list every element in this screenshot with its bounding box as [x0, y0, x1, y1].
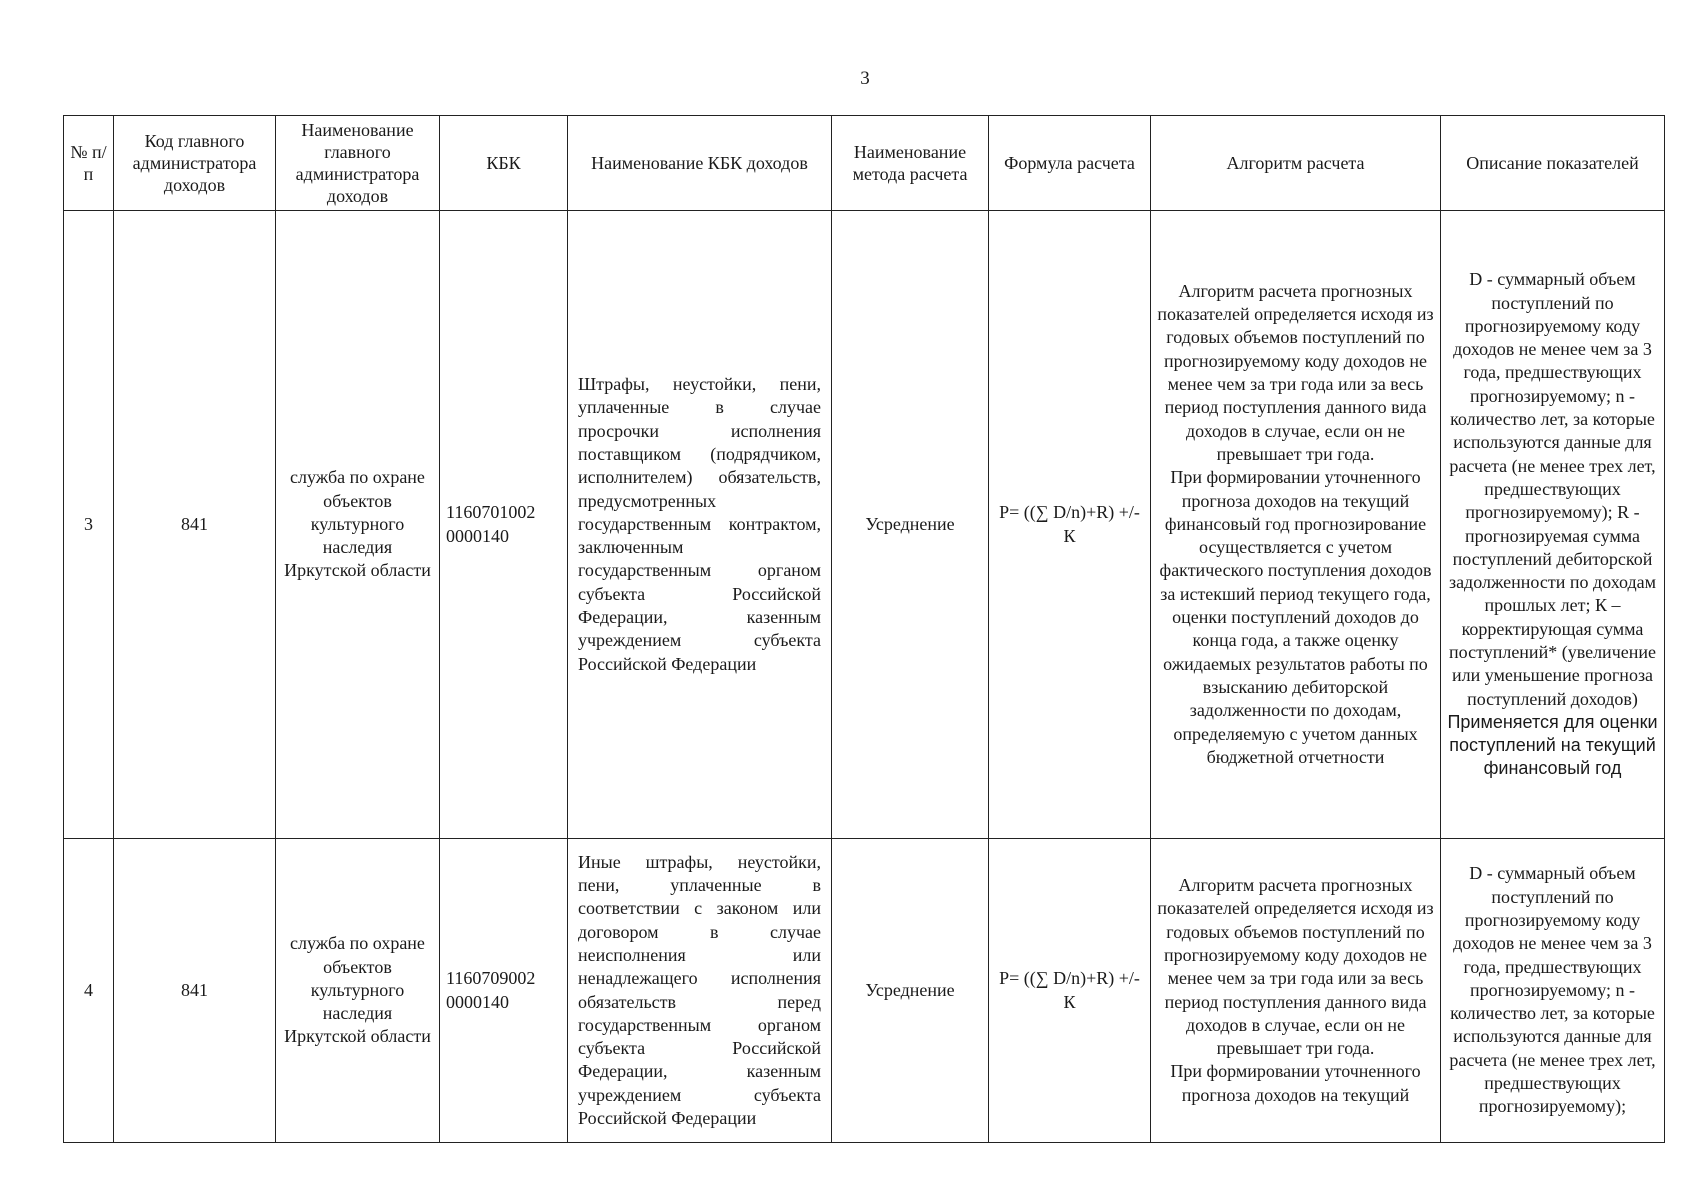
header-admin-code: Код главного администратора доходов — [114, 116, 276, 211]
row-admin-code: 841 — [114, 839, 276, 1143]
header-row — [64, 116, 1665, 211]
header-kbk-name: Наименование КБК доходов — [568, 116, 832, 211]
row-description — [1441, 211, 1665, 839]
row-admin-name: служба по охране объектов культурного наследия Иркутской области — [276, 211, 440, 839]
kbk-line-2: 0000140 — [446, 525, 509, 546]
row-num: 3 — [64, 211, 114, 839]
description-main: D - суммарный объем поступлений по прогнозируемому коду доходов не менее чем за 3 года, предшествующих прогнозируемому; n - количество лет, за которые используются данные для расчета (не менее трех лет, предшествующих прогнозируемому); — [1449, 863, 1656, 1117]
row-algorithm — [1151, 839, 1441, 1143]
header-formula: Формула расчета — [989, 116, 1151, 211]
row-admin-name: служба по охране объектов культурного наследия Иркутской области — [276, 839, 440, 1143]
row-kbk-name: Иные штрафы, неустойки, пени, уплаченные в соответствии с законом или договором в случае неисполнения или ненадлежащего исполнения обязательств перед государственным органом субъекта Российской Федерации, казенным учреждением субъекта Российской Федерации — [568, 839, 832, 1143]
header-method: Наименование метода расчета — [832, 116, 989, 211]
table-row — [64, 839, 1665, 1143]
header-algorithm: Алгоритм расчета — [1151, 116, 1441, 211]
kbk-line-1: 1160701002 — [446, 502, 536, 523]
algorithm-paragraph-2: При формировании уточненного прогноза доходов на текущий финансовый год прогнозирование осуществляется с учетом фактического поступления доходов за истекший период текущего года, оценки поступлений доходов до конца года, а также оценку ожидаемых результатов работы по взысканию дебиторской задолженности по доходам, определяемую с учетом данных бюджетной отчетности — [1159, 467, 1432, 767]
row-method: Усреднение — [832, 839, 989, 1143]
algorithm-paragraph-1: Алгоритм расчета прогнозных показателей определяется исходя из годовых объемов поступлений по прогнозируемому коду доходов не менее чем за три года или за весь период поступления данного вида доходов в случае, если он не превышает три года. — [1157, 875, 1434, 1059]
row-formula: P= ((∑ D/n)+R) +/-К — [989, 839, 1151, 1143]
row-kbk-name: Штрафы, неустойки, пени, уплаченные в случае просрочки исполнения поставщиком (подрядчиком, исполнителем) обязательств, предусмотренных государственным контрактом, заключенным государственным органом субъекта Российской Федерации, казенным учреждением субъекта Российской Федерации — [568, 211, 832, 839]
header-admin-name: Наименование главного администратора доходов — [276, 116, 440, 211]
row-method: Усреднение — [832, 211, 989, 839]
row-num: 4 — [64, 839, 114, 1143]
row-admin-code: 841 — [114, 211, 276, 839]
kbk-line-2: 0000140 — [446, 991, 509, 1012]
row-formula: P= ((∑ D/n)+R) +/-К — [989, 211, 1151, 839]
kbk-line-1: 1160709002 — [446, 968, 536, 989]
header-description: Описание показателей — [1441, 116, 1665, 211]
algorithm-paragraph-1: Алгоритм расчета прогнозных показателей определяется исходя из годовых объемов поступлений по прогнозируемому коду доходов не менее чем за три года или за весь период поступления данного вида доходов в случае, если он не превышает три года. — [1157, 280, 1434, 464]
header-kbk: КБК — [440, 116, 568, 211]
revenue-forecast-table — [63, 115, 1665, 1143]
row-kbk — [440, 839, 568, 1143]
row-algorithm — [1151, 211, 1441, 839]
description-note: Применяется для оценки поступлений на текущий финансовый год — [1447, 711, 1658, 779]
description-main: D - суммарный объем поступлений по прогнозируемому коду доходов не менее чем за 3 года, предшествующих прогнозируемому; n - количество лет, за которые используются данные для расчета (не менее трех лет, предшествующих прогнозируемому); R - прогнозируемая сумма поступлений дебиторской задолженности по доходам прошлых лет; К – корректирующая сумма поступлений* (увеличение или уменьшение прогноза поступлений доходов) — [1448, 269, 1657, 709]
algorithm-paragraph-2: При формировании уточненного прогноза доходов на текущий — [1170, 1061, 1421, 1105]
row-description — [1441, 839, 1665, 1143]
table-row — [64, 211, 1665, 839]
header-num: № п/п — [64, 116, 114, 211]
row-kbk — [440, 211, 568, 839]
page-number: 3 — [860, 68, 870, 89]
